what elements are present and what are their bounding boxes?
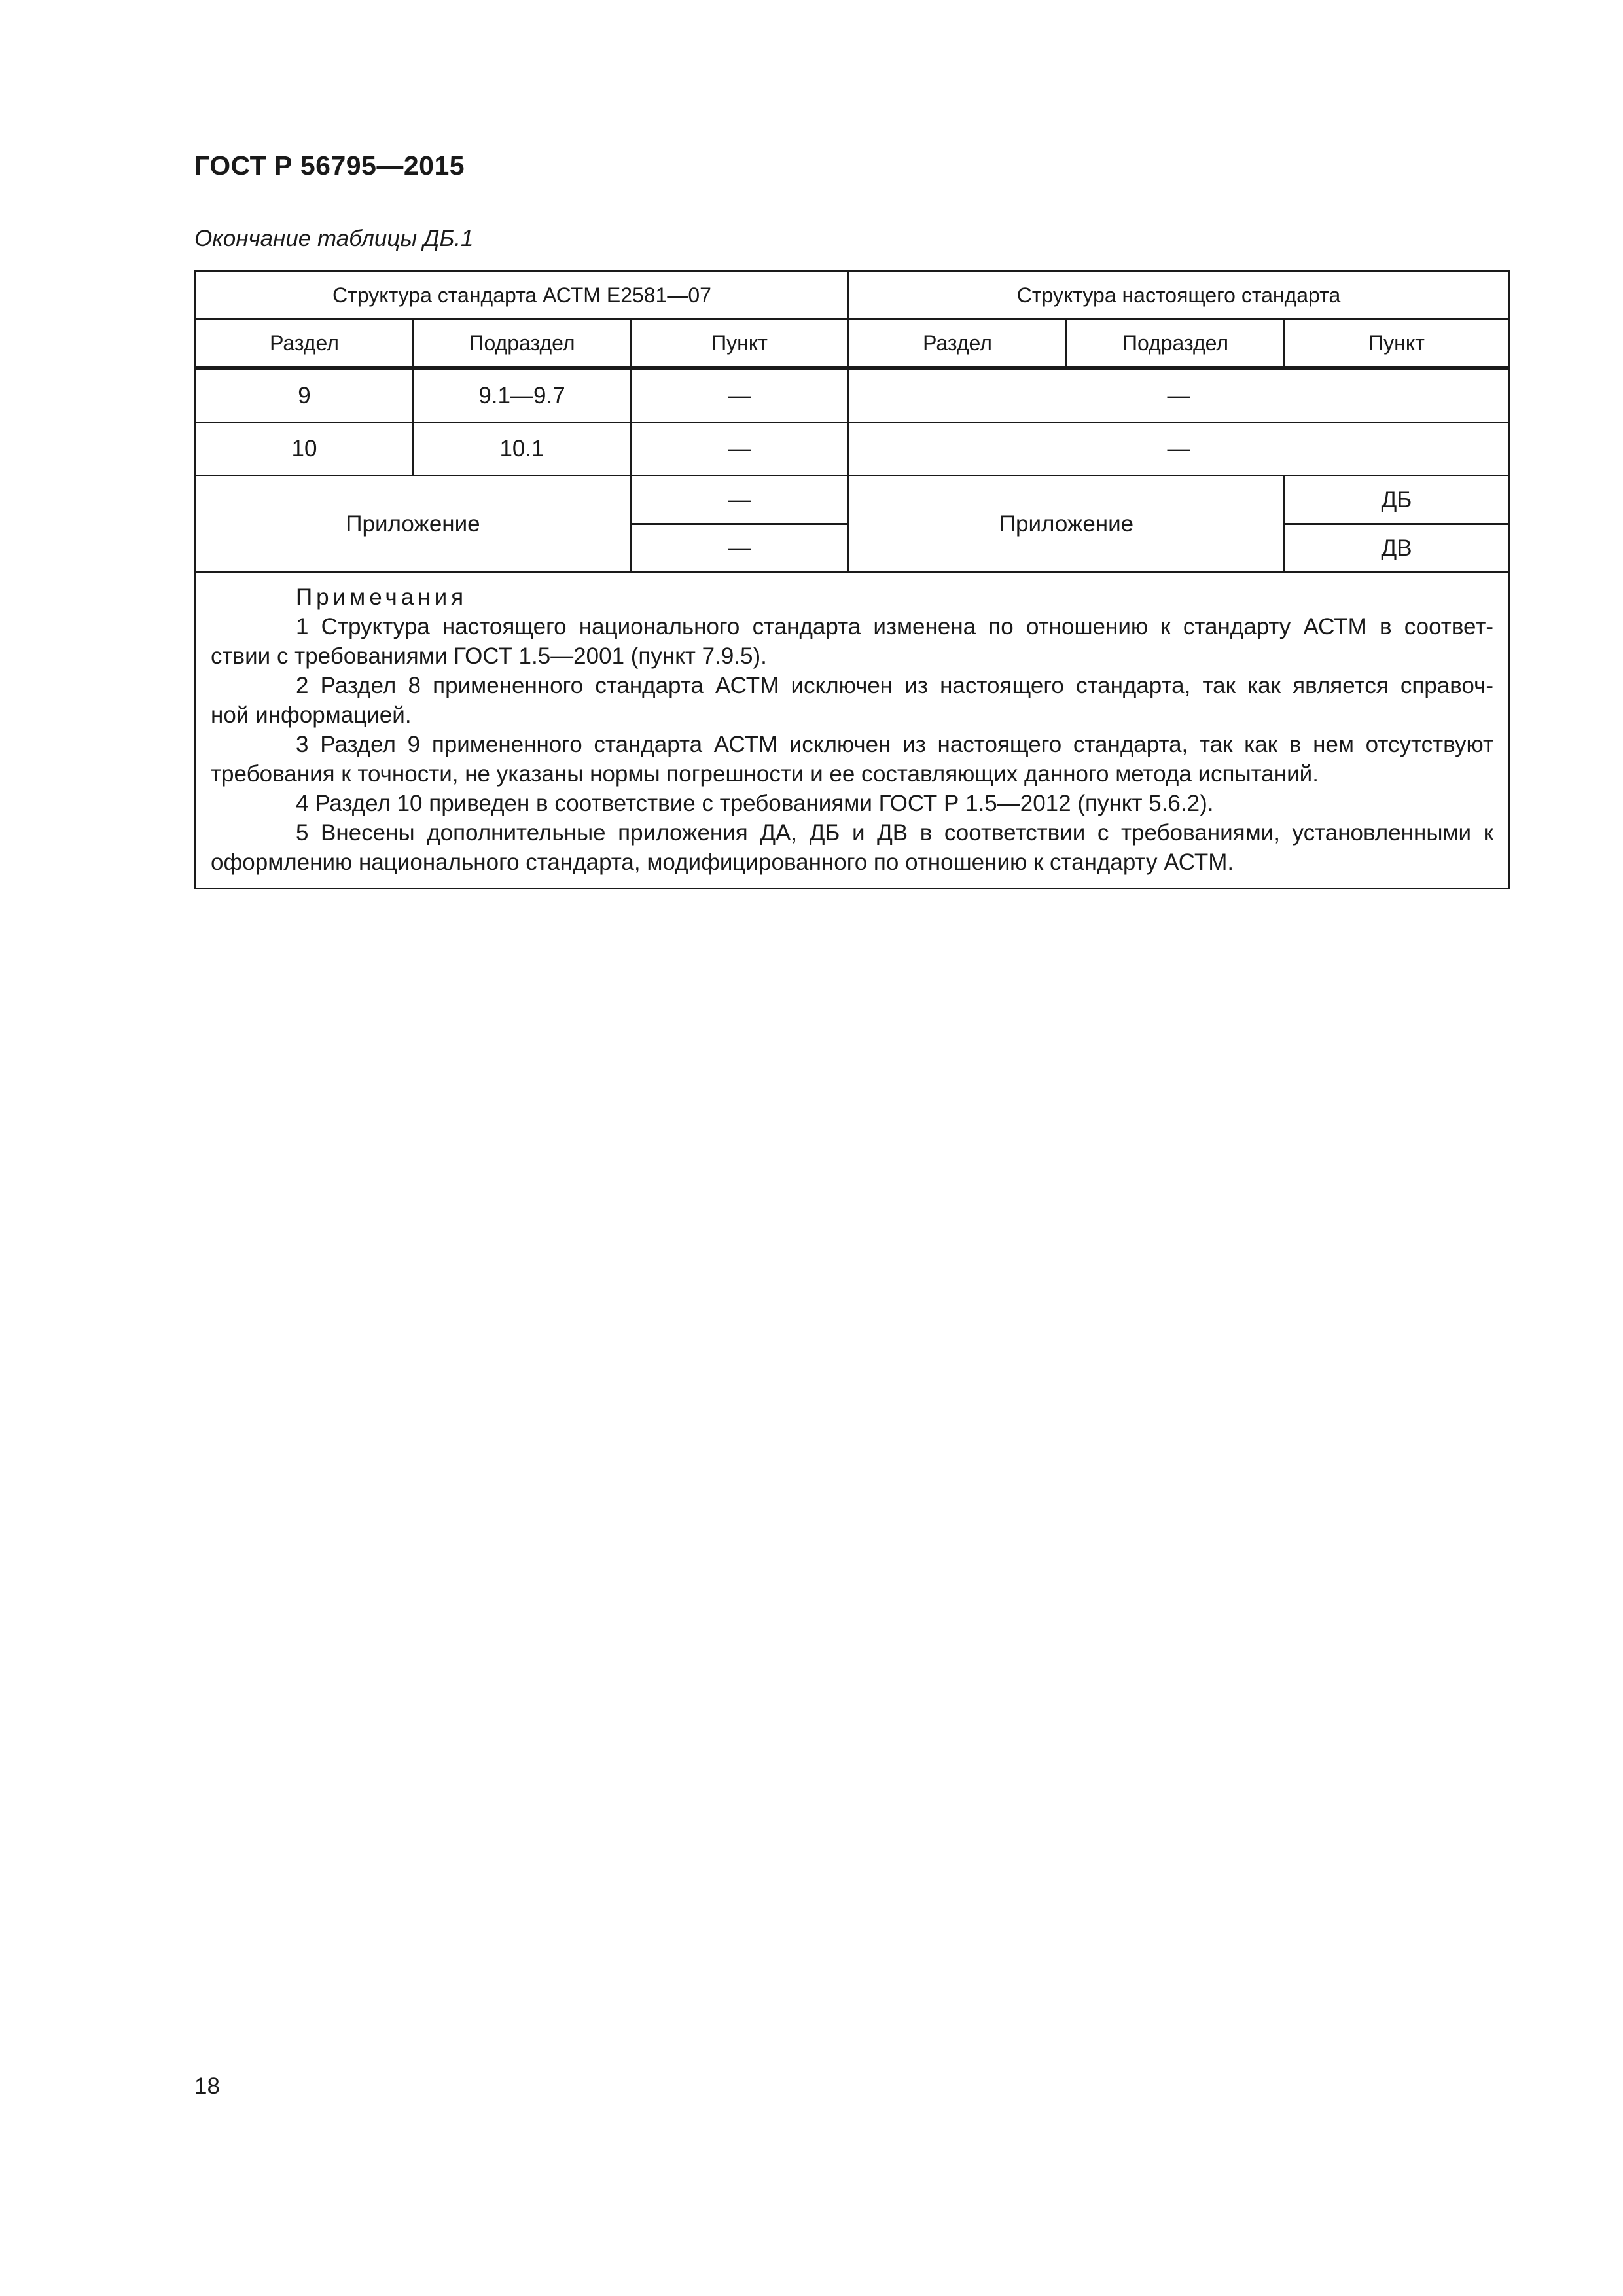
note-2 [211, 671, 1493, 730]
note-line: оформлению национального стандарта, модифицированного по отношению к стандарту АСТМ. [211, 850, 1234, 875]
note-3 [211, 730, 1493, 789]
note-4 [211, 789, 1493, 818]
sub-header-cell: Раздел [196, 319, 414, 368]
appendix-left-item: — [631, 476, 849, 524]
group-header-national: Структура настоящего стандарта [849, 272, 1509, 319]
notes-cell [196, 573, 1509, 889]
note-line: 4 Раздел 10 приведен в соответствие с требованиями ГОСТ Р 1.5—2012 (пункт 5.6.2). [296, 791, 1214, 816]
subsection-cell: 10.1 [414, 423, 631, 476]
sub-header-cell: Раздел [849, 319, 1067, 368]
item-cell: — [631, 368, 849, 423]
note-line: ной информацией. [211, 702, 412, 728]
mapped-cell: — [849, 423, 1509, 476]
document-code: ГОСТ Р 56795—2015 [194, 151, 465, 181]
note-line: 3 Раздел 9 примененного стандарта АСТМ исключен из настоящего стандарта, так как в нем отсутствуют [296, 732, 1494, 757]
structure-comparison-table [194, 270, 1510, 889]
appendix-left-label: Приложение [196, 476, 631, 573]
notes-row [196, 573, 1509, 889]
note-1 [211, 612, 1493, 671]
table-caption: Окончание таблицы ДБ.1 [194, 226, 474, 251]
note-line: ствии с требованиями ГОСТ 1.5—2001 (пункт 7.9.5). [211, 643, 767, 669]
page-number: 18 [194, 2073, 220, 2099]
appendix-left-item: — [631, 524, 849, 573]
section-cell: 10 [196, 423, 414, 476]
sub-header-cell: Пункт [631, 319, 849, 368]
appendix-right-label: Приложение [849, 476, 1285, 573]
table-group-header-row [196, 272, 1509, 319]
notes-title: Примечания [296, 584, 468, 610]
sub-header-cell: Подраздел [1067, 319, 1285, 368]
table-sub-header-row [196, 319, 1509, 368]
appendix-right-item: ДБ [1285, 476, 1509, 524]
group-header-astm: Структура стандарта АСТМ Е2581—07 [196, 272, 849, 319]
mapped-cell: — [849, 368, 1509, 423]
appendix-row [196, 476, 1509, 524]
note-5 [211, 818, 1493, 877]
table-row [196, 423, 1509, 476]
sub-header-cell: Подраздел [414, 319, 631, 368]
item-cell: — [631, 423, 849, 476]
note-line: 2 Раздел 8 примененного стандарта АСТМ исключен из настоящего стандарта, так как является справоч- [296, 673, 1494, 698]
section-cell: 9 [196, 368, 414, 423]
note-line: 5 Внесены дополнительные приложения ДА, ДБ и ДВ в соответствии с требованиями, установленными к [296, 820, 1494, 846]
note-line: 1 Структура настоящего национального стандарта изменена по отношению к стандарту АСТМ в соответ- [296, 614, 1494, 639]
appendix-right-item: ДВ [1285, 524, 1509, 573]
note-line: требования к точности, не указаны нормы погрешности и ее составляющих данного метода испытаний. [211, 761, 1319, 787]
table-row [196, 368, 1509, 423]
sub-header-cell: Пункт [1285, 319, 1509, 368]
subsection-cell: 9.1—9.7 [414, 368, 631, 423]
